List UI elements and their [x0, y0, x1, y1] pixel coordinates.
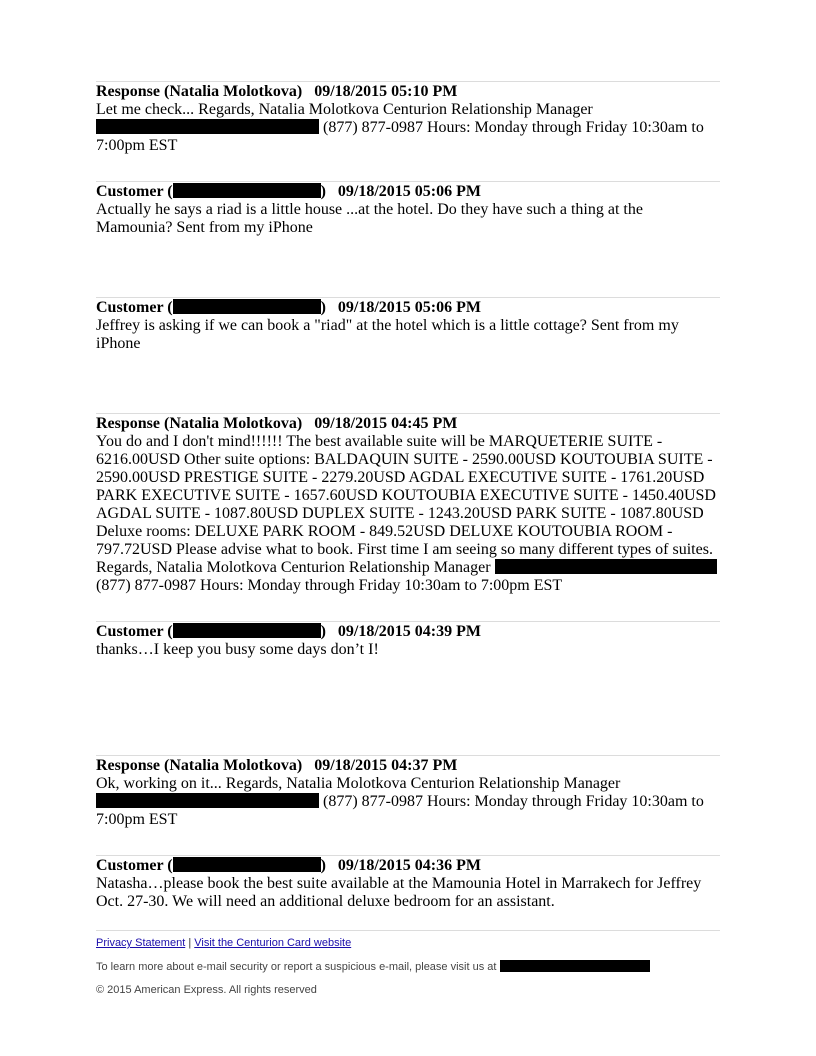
- message-body: Jeffrey is asking if we can book a "riad" at the hotel which is a little cottage? Sent from my iPhone: [96, 317, 679, 352]
- message-body: Let me check... Regards, Natalia Molotkova Centurion Relationship Manager (877) 877-0987 Hours: Monday through Friday 10:30am to 7:00pm EST: [96, 101, 704, 154]
- message-header: Response (Natalia Molotkova) 09/18/2015 04:37 PM: [96, 757, 458, 774]
- redaction-box: [500, 960, 650, 972]
- message-timestamp: 09/18/2015 04:37 PM: [314, 757, 458, 774]
- message-role: Customer: [96, 183, 164, 200]
- message-author: Natalia Molotkova: [169, 83, 297, 100]
- message-role: Response: [96, 757, 161, 774]
- email-footer: [96, 930, 720, 997]
- redaction-box: [173, 299, 321, 314]
- message-role: Response: [96, 415, 161, 432]
- message-thread: [96, 81, 720, 917]
- message-response: [96, 413, 720, 621]
- link-separator: |: [188, 937, 192, 949]
- redaction-box: [96, 119, 319, 134]
- message-header: Response (Natalia Molotkova) 09/18/2015 04:45 PM: [96, 415, 458, 432]
- redaction-box: [173, 623, 321, 638]
- message-timestamp: 09/18/2015 04:36 PM: [337, 857, 481, 874]
- message-body: You do and I don't mind!!!!!! The best available suite will be MARQUETERIE SUITE - 6216.00USD Other suite options: BALDAQUIN SUITE - 2590.00USD KOUTOUBIA SUITE - 2590.00USD PRESTIGE SUITE - 2279.20USD AGDAL EXECUTIVE SUITE - 1761.20USD PARK EXECUTIVE SUITE - 1657.60USD KOUTOUBIA EXECUTIVE SUITE - 1450.40USD AGDAL SUITE - 1087.80USD DUPLEX SUITE - 1243.20USD PARK SUITE - 1087.80USD Deluxe rooms: DELUXE PARK ROOM - 849.52USD DELUXE KOUTOUBIA ROOM - 797.72USD Please advise what to book. First time I am seeing so many different types of suites. Regards, Natalia Molotkova Centurion Relationship Manager (877) 877-0987 Hours: Monday through Friday 10:30am to 7:00pm EST: [96, 433, 716, 594]
- message-role: Customer: [96, 857, 164, 874]
- message-author: Natalia Molotkova: [169, 415, 297, 432]
- message-header: Customer ( ) 09/18/2015 05:06 PM: [96, 183, 481, 200]
- message-role: Customer: [96, 623, 164, 640]
- copyright-text: © 2015 American Express. All rights reserved: [96, 984, 317, 996]
- footer-links: [96, 937, 720, 950]
- message-customer: [96, 855, 720, 917]
- message-customer: [96, 297, 720, 413]
- redaction-box: [96, 793, 319, 808]
- message-author: Natalia Molotkova: [169, 757, 297, 774]
- message-header: Response (Natalia Molotkova) 09/18/2015 05:10 PM: [96, 83, 458, 100]
- message-customer: [96, 621, 720, 755]
- message-body: thanks…I keep you busy some days don’t I!: [96, 641, 379, 658]
- message-timestamp: 09/18/2015 05:06 PM: [337, 183, 481, 200]
- centurion-website-link[interactable]: Visit the Centurion Card website: [194, 937, 352, 949]
- redaction-box: [173, 183, 321, 198]
- message-timestamp: 09/18/2015 04:39 PM: [337, 623, 481, 640]
- message-header: Customer ( ) 09/18/2015 04:39 PM: [96, 623, 481, 640]
- redaction-box: [173, 857, 321, 872]
- message-timestamp: 09/18/2015 04:45 PM: [314, 415, 458, 432]
- redaction-box: [495, 559, 717, 574]
- message-body: Ok, working on it... Regards, Natalia Molotkova Centurion Relationship Manager (877) 877-0987 Hours: Monday through Friday 10:30am to 7:00pm EST: [96, 775, 704, 828]
- message-response: [96, 81, 720, 181]
- message-role: Customer: [96, 299, 164, 316]
- message-body: Natasha…please book the best suite available at the Mamounia Hotel in Marrakech for Jeffrey Oct. 27-30. We will need an additional deluxe bedroom for an assistant.: [96, 875, 702, 910]
- message-timestamp: 09/18/2015 05:10 PM: [314, 83, 458, 100]
- message-customer: [96, 181, 720, 297]
- message-timestamp: 09/18/2015 05:06 PM: [337, 299, 481, 316]
- message-body: Actually he says a riad is a little house ...at the hotel. Do they have such a thing at the Mamounia? Sent from my iPhone: [96, 201, 643, 236]
- message-header: Customer ( ) 09/18/2015 04:36 PM: [96, 857, 481, 874]
- security-note: To learn more about e-mail security or report a suspicious e-mail, please visit us at: [96, 960, 720, 974]
- message-header: Customer ( ) 09/18/2015 05:06 PM: [96, 299, 481, 316]
- privacy-statement-link[interactable]: Privacy Statement: [96, 937, 186, 949]
- message-role: Response: [96, 83, 161, 100]
- message-response: [96, 755, 720, 855]
